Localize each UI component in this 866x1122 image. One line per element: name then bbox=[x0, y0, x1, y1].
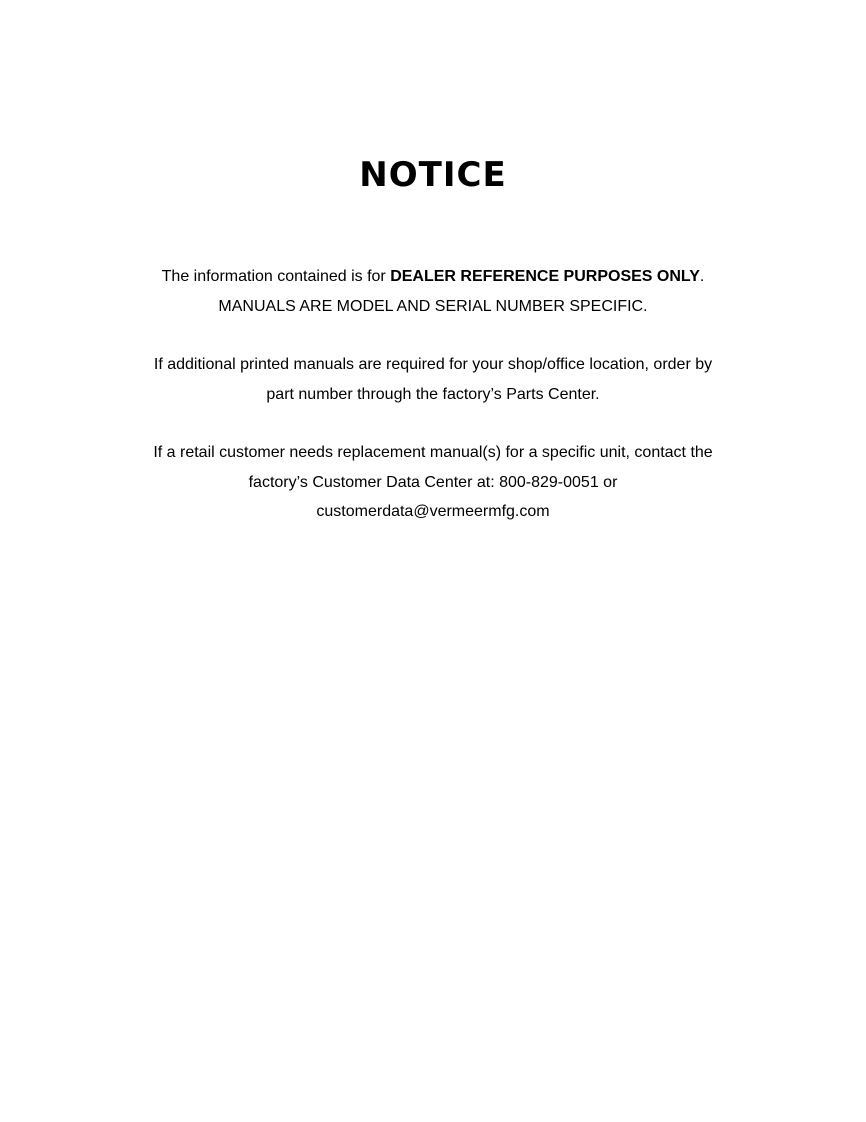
dealer-reference-paragraph bbox=[0, 262, 866, 321]
dealer-reference-emphasis: DEALER REFERENCE PURPOSES ONLY bbox=[390, 268, 700, 285]
customer-data-line-2: factory’s Customer Data Center at: 800-829-0051 or bbox=[248, 473, 618, 491]
additional-manuals-line-1: If additional printed manuals are required for your shop/office location, order by bbox=[153, 356, 713, 373]
dealer-reference-suffix: . bbox=[699, 268, 705, 285]
dealer-reference-line bbox=[0, 262, 866, 292]
page-title: NOTICE bbox=[359, 155, 507, 195]
additional-manuals-paragraph bbox=[0, 350, 866, 409]
additional-manuals-line-2: part number through the factory’s Parts Center. bbox=[266, 385, 600, 403]
dealer-reference-prefix: The information contained is for bbox=[161, 268, 391, 285]
customer-data-paragraph bbox=[0, 438, 866, 527]
model-serial-notice-line: MANUALS ARE MODEL AND SERIAL NUMBER SPECIFIC. bbox=[218, 297, 648, 315]
customer-data-line-1: If a retail customer needs replacement manual(s) for a specific unit, contact the bbox=[153, 444, 713, 461]
customer-data-email: customerdata@vermeermfg.com bbox=[316, 503, 550, 520]
